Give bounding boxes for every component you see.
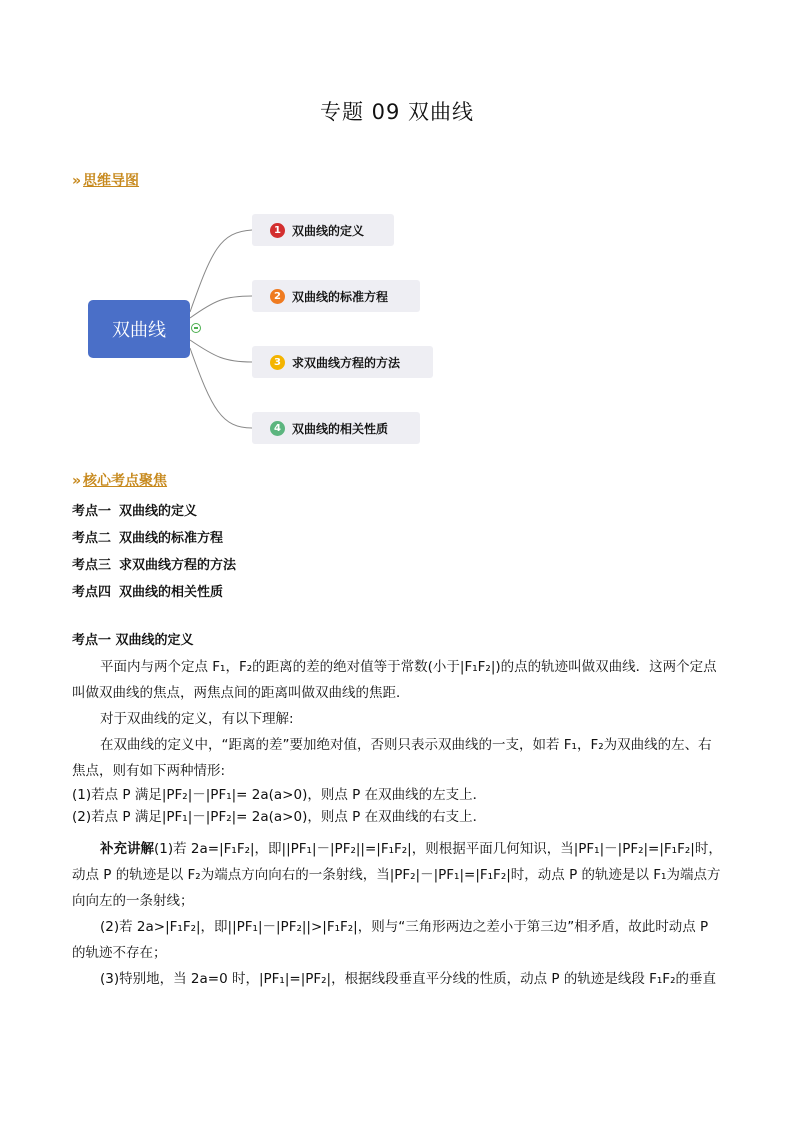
number-badge-icon: 2 <box>270 289 285 304</box>
connector-4 <box>190 348 252 428</box>
branch-label: 双曲线的相关性质 <box>292 421 389 436</box>
toc-item-3 <box>72 554 236 573</box>
paragraph-understanding: 对于双曲线的定义，有以下理解: <box>100 711 294 727</box>
case-1: (1)若点 P 满足|PF₂|－|PF₁|= 2a(a>0)，则点 P 在双曲线的左支上． <box>72 787 487 803</box>
toc-item-4 <box>72 581 223 600</box>
focus-section-heading <box>72 470 167 490</box>
supplement-1-text: (1)若 2a=|F₁F₂|，即||PF₁|－|PF₂||=|F₁F₂|，则根据平面几何知识，当|PF₁|－|PF₂|=|F₁F₂|时，动点 P 的轨迹是以 F₂为端点方向向右的一条射线，当|PF₂|－|PF₁|=|F₁F₂|时，动点 P 的轨迹是以 F₁为端点方向向左的一条射线； <box>72 841 722 909</box>
toc-key: 考点四 <box>72 585 112 600</box>
case-2: (2)若点 P 满足|PF₁|－|PF₂|= 2a(a>0)，则点 P 在双曲线的右支上． <box>72 809 487 825</box>
focus-section-label: 核心考点聚焦 <box>83 473 168 489</box>
toc-key: 考点三 <box>72 558 112 573</box>
page-title: 专题 09 双曲线 <box>319 100 475 124</box>
mind-map <box>0 0 794 460</box>
branch-label: 求双曲线方程的方法 <box>292 355 401 370</box>
chevron-icon: » <box>72 473 82 489</box>
number-badge-icon: 3 <box>270 355 285 370</box>
toc-title: 双曲线的相关性质 <box>119 585 224 600</box>
paragraph-difference: 在双曲线的定义中，“距离的差”要加绝对值，否则只表示双曲线的一支，如若 F₁，F₂为双曲线的左、右焦点，则有如下两种情形: <box>72 737 712 779</box>
branch-1 <box>252 214 394 246</box>
collapse-icon[interactable] <box>191 323 201 333</box>
connector-2 <box>190 296 252 318</box>
branch-label: 双曲线的定义 <box>292 223 365 238</box>
paragraph-definition: 平面内与两个定点 F₁，F₂的距离的差的绝对值等于常数(小于|F₁F₂|)的点的轨迹叫做双曲线．这两个定点叫做双曲线的焦点，两焦点间的距离叫做双曲线的焦距． <box>72 659 717 701</box>
toc-title: 双曲线的标准方程 <box>119 531 224 546</box>
branch-3 <box>252 346 433 378</box>
supplement-2: (2)若 2a>|F₁F₂|，即||PF₁|－|PF₂||>|F₁F₂|，则与“三角形两边之差小于第三边”相矛盾，故此时动点 P 的轨迹不存在； <box>72 919 709 961</box>
toc-title: 求双曲线方程的方法 <box>119 558 237 573</box>
mindmap-section-label: 思维导图 <box>83 173 140 189</box>
toc-key: 考点二 <box>72 531 112 546</box>
supplement-1 <box>72 836 722 914</box>
toc-item-1 <box>72 500 197 519</box>
mind-map-root: 双曲线 <box>88 300 190 358</box>
branch-4 <box>252 412 420 444</box>
mind-map-connectors <box>0 0 794 460</box>
toc-item-2 <box>72 527 223 546</box>
content-heading: 考点一 双曲线的定义 <box>72 633 194 648</box>
supplement-label: 补充讲解 <box>100 841 154 857</box>
connector-3 <box>190 340 252 362</box>
number-badge-icon: 4 <box>270 421 285 436</box>
number-badge-icon: 1 <box>270 223 285 238</box>
toc-title: 双曲线的定义 <box>119 504 198 519</box>
supplement-3: (3)特别地，当 2a=0 时，|PF₁|=|PF₂|，根据线段垂直平分线的性质，动点 P 的轨迹是线段 F₁F₂的垂直 <box>100 971 716 987</box>
branch-label: 双曲线的标准方程 <box>292 289 389 304</box>
chevron-icon: » <box>72 173 82 189</box>
content-body <box>72 628 722 992</box>
toc-key: 考点一 <box>72 504 112 519</box>
branch-2 <box>252 280 420 312</box>
